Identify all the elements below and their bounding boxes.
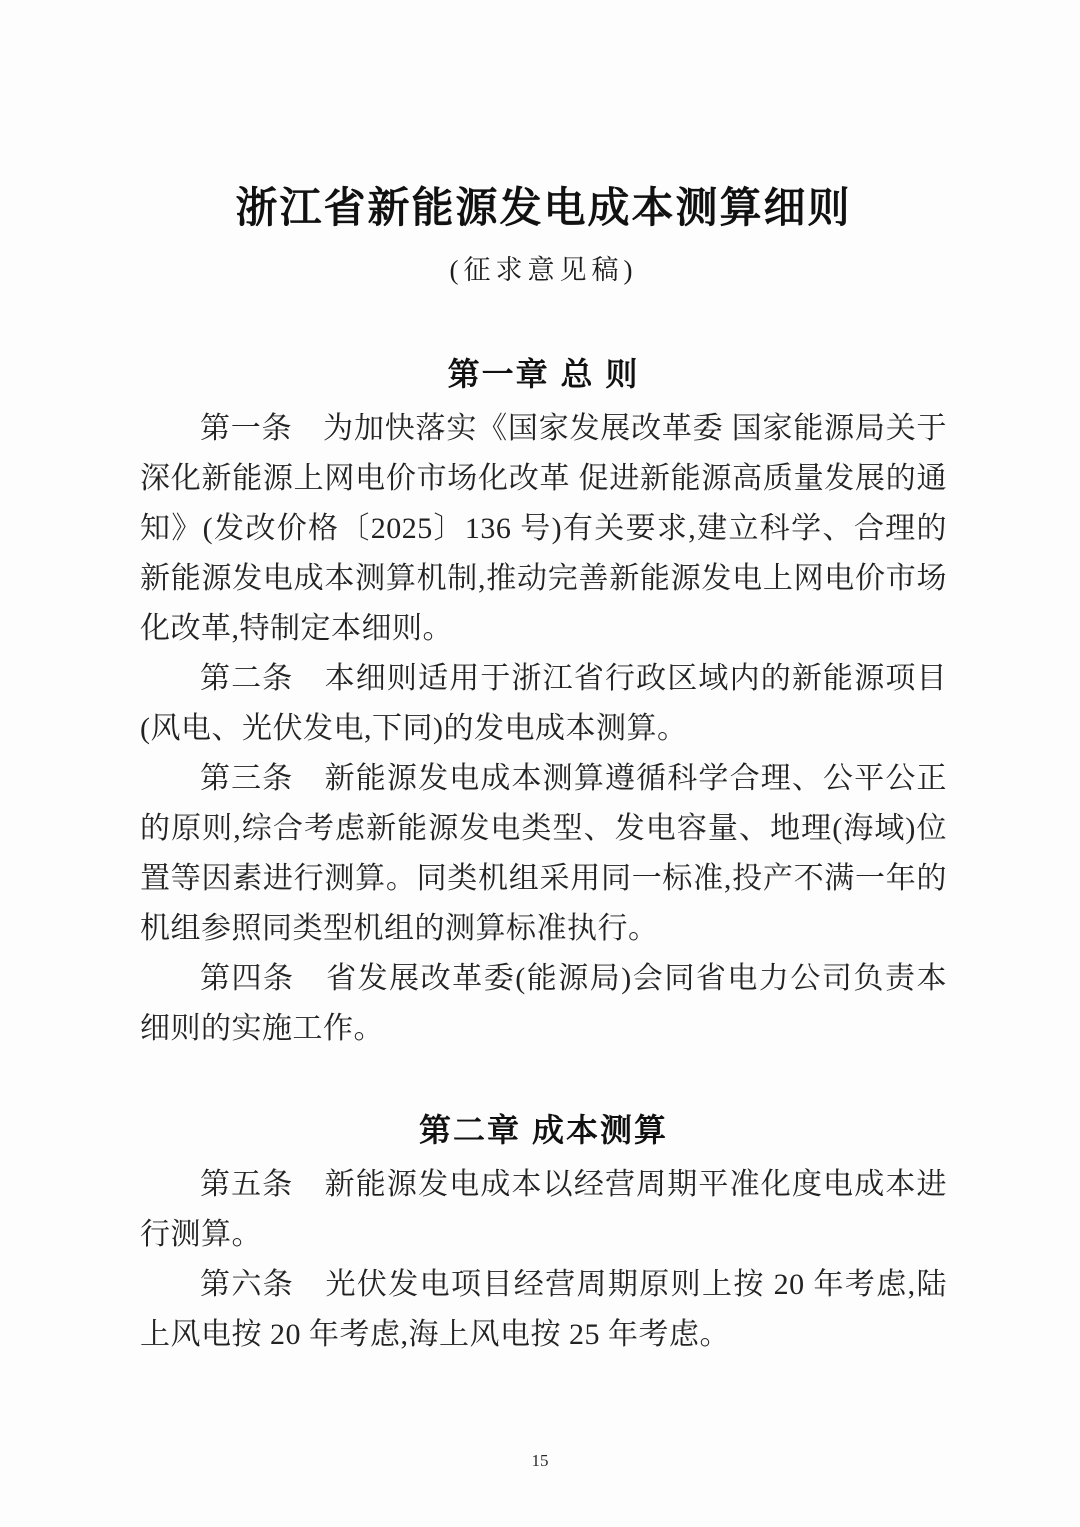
article-3-paragraph: 第三条 新能源发电成本测算遵循科学合理、公平公正的原则,综合考虑新能源发电类型、发电容量、地理(海域)位置等因素进行测算。同类机组采用同一标准,投产不满一年的机组参照同类型机组的测算标准执行。 — [140, 762, 947, 945]
article-6-paragraph: 第六条 光伏发电项目经营周期原则上按 20 年考虑,陆上风电按 20 年考虑,海上风电按 25 年考虑。 — [140, 1268, 947, 1351]
chapter-2 — [140, 1108, 947, 1360]
chapter-1 — [140, 352, 947, 1054]
page-number: 15 — [531, 1451, 549, 1470]
article-1-paragraph: 第一条 为加快落实《国家发展改革委 国家能源局关于深化新能源上网电价市场化改革 促进新能源高质量发展的通知》(发改价格〔2025〕136 号)有关要求,建立科学、合理的新能源发电成本测算机制,推动完善新能源发电上网电价市场化改革,特制定本细则。 — [140, 412, 947, 645]
chapter-2-heading: 第二章 成本测算 — [419, 1112, 668, 1148]
article-4-paragraph: 第四条 省发展改革委(能源局)会同省电力公司负责本细则的实施工作。 — [140, 962, 947, 1045]
chapter-1-heading: 第一章 总 则 — [447, 356, 640, 392]
article-5-paragraph: 第五条 新能源发电成本以经营周期平准化度电成本进行测算。 — [140, 1168, 947, 1251]
document-subtitle: (征求意见稿) — [449, 255, 638, 285]
article-2-paragraph: 第二条 本细则适用于浙江省行政区域内的新能源项目(风电、光伏发电,下同)的发电成本测算。 — [140, 662, 947, 745]
document-title: 浙江省新能源发电成本测算细则 — [235, 184, 852, 231]
